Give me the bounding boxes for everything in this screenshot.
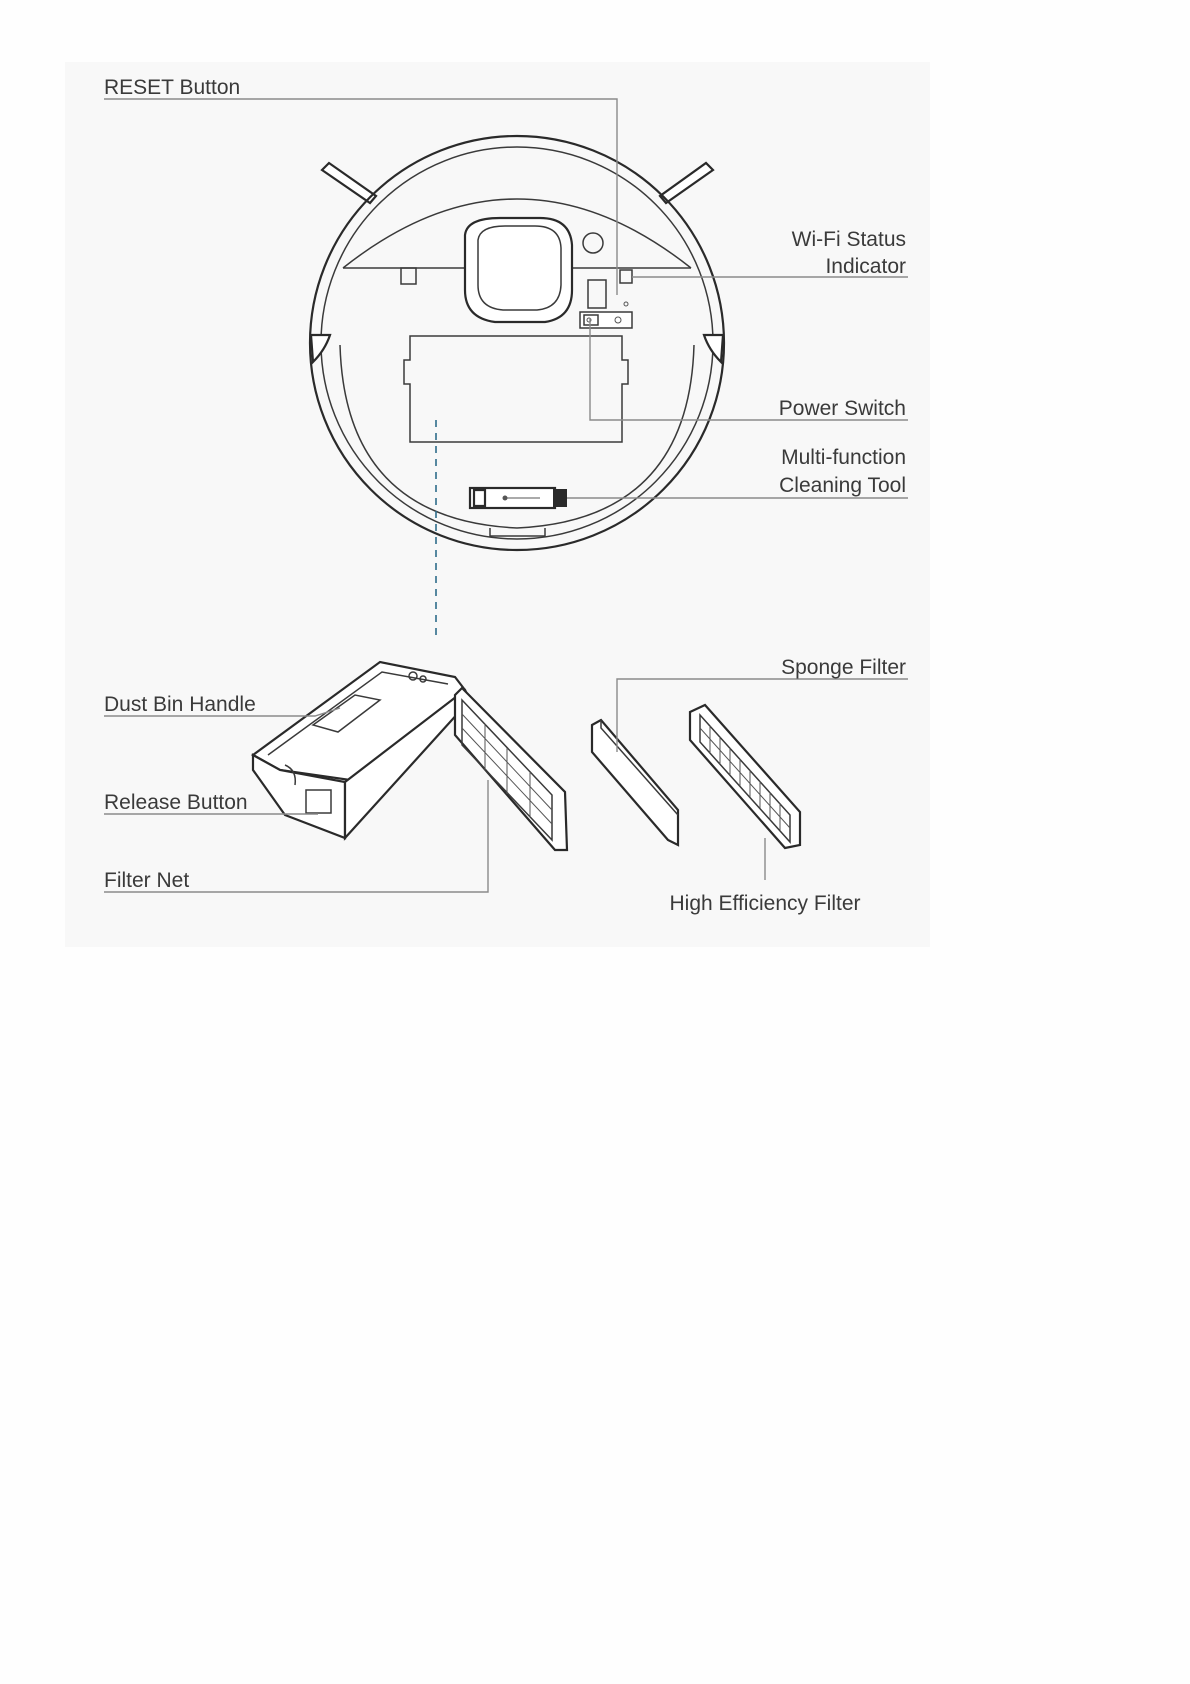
robot-body-rim bbox=[321, 147, 713, 539]
hepa-filter-frame bbox=[690, 705, 800, 848]
label-high-efficiency-filter: High Efficiency Filter bbox=[669, 892, 861, 915]
label-wifi-status-line1: Wi-Fi Status bbox=[791, 228, 906, 251]
label-wifi-status-line2: Indicator bbox=[825, 255, 906, 278]
round-sensor bbox=[583, 233, 603, 253]
label-sponge-filter: Sponge Filter bbox=[781, 656, 906, 679]
label-power-switch: Power Switch bbox=[778, 397, 906, 420]
leader-sponge bbox=[617, 679, 908, 752]
right-bumper-notch bbox=[704, 335, 723, 362]
left-square-marker bbox=[401, 268, 416, 284]
dust-bin-compartment bbox=[404, 336, 628, 442]
left-side-brush bbox=[322, 163, 376, 203]
dust-bin bbox=[253, 662, 567, 850]
sponge-filter bbox=[592, 720, 678, 845]
wifi-dot bbox=[624, 302, 628, 306]
cleaning-tool-dot bbox=[503, 496, 508, 501]
reset-button-slot bbox=[588, 280, 606, 308]
label-filter-net: Filter Net bbox=[104, 869, 190, 892]
wifi-indicator-light bbox=[620, 270, 632, 283]
filter-net-door bbox=[455, 688, 567, 850]
label-cleaning-tool-line1: Multi-function bbox=[781, 446, 906, 469]
label-release-button: Release Button bbox=[104, 791, 248, 814]
left-bumper-notch bbox=[311, 335, 330, 362]
label-dust-bin-handle: Dust Bin Handle bbox=[104, 693, 256, 716]
high-efficiency-filter bbox=[690, 705, 800, 848]
label-reset-button: RESET Button bbox=[104, 76, 241, 99]
robot-vacuum bbox=[310, 136, 724, 550]
right-side-brush bbox=[660, 163, 713, 203]
label-cleaning-tool-line2: Cleaning Tool bbox=[779, 474, 906, 497]
cleaning-tool-brush bbox=[553, 489, 567, 507]
robot-bottom-handle bbox=[490, 528, 545, 536]
cleaning-tool-cap bbox=[474, 490, 485, 506]
